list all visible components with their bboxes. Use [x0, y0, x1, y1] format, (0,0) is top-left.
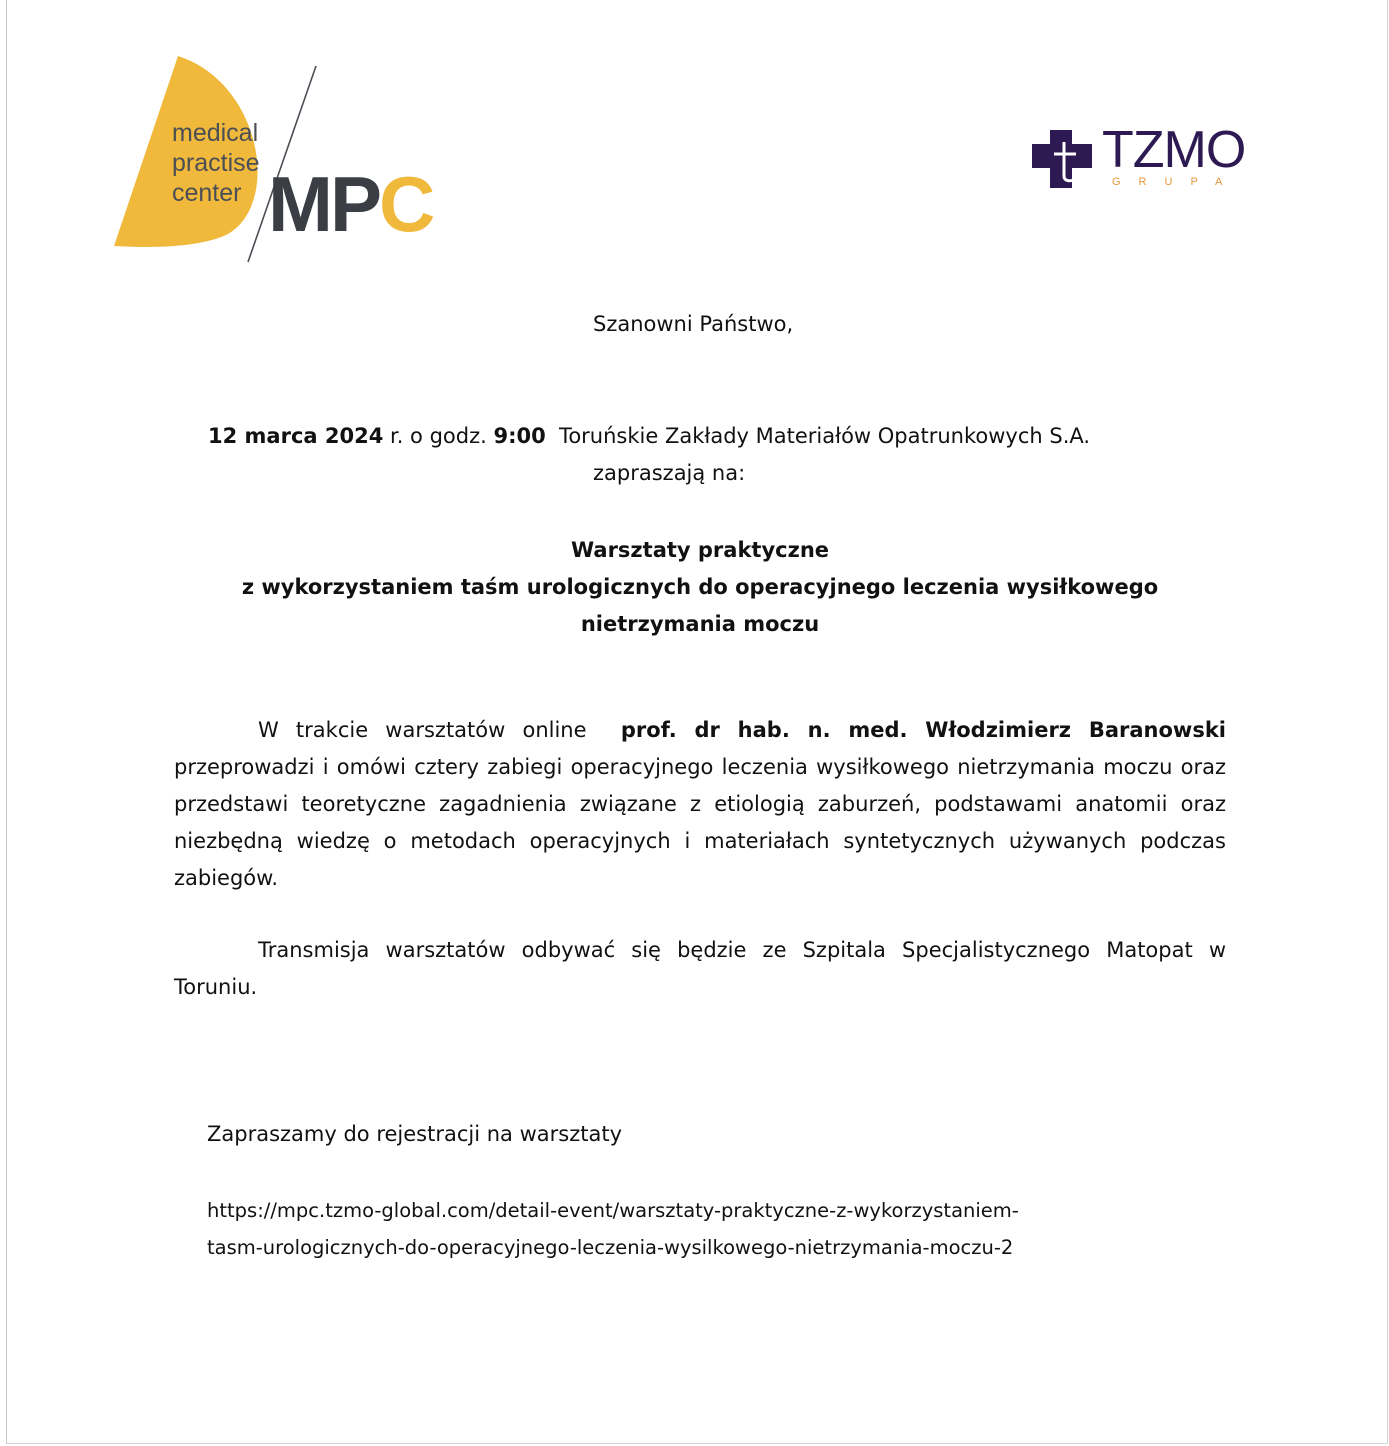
mpc-text-line1: medical — [172, 119, 259, 147]
mpc-text-line2: practise — [172, 149, 260, 177]
url-line1[interactable]: https://mpc.tzmo-global.com/detail-event/warsztaty-praktyczne-z-wykorzystaniem- — [207, 1199, 1019, 1222]
para1-rest: przeprowadzi i omówi cztery zabiegi operacyjnego leczenia wysiłkowego nietrzymania moczu oraz przedstawi teoretyczne zagadnienia związane z etiologią zaburzeń, podstawami anatomii oraz niezbędną wiedzę o metodach operacyjnych i materiałach syntetycznych używanych podczas zabiegów. — [174, 755, 1226, 890]
para1-start: W trakcie warsztatów online — [258, 718, 621, 742]
title-line3: nietrzymania moczu — [580, 612, 820, 636]
event-date: 12 marca 2024 — [208, 424, 384, 448]
workshop-title — [150, 532, 1250, 643]
tzmo-logo — [1030, 120, 1260, 200]
registration-invite: Zapraszamy do rejestracji na warsztaty — [207, 1122, 623, 1146]
greeting: Szanowni Państwo, — [593, 312, 794, 336]
mpc-text-line3: center — [172, 179, 242, 207]
registration-link[interactable] — [207, 1192, 1207, 1266]
paragraph-description — [174, 712, 1226, 897]
title-line1: Warsztaty praktyczne — [570, 538, 830, 562]
date-line — [208, 424, 1090, 448]
speaker-name: prof. dr hab. n. med. Włodzimierz Baranowski — [620, 718, 1226, 742]
tzmo-name: TZMO — [1102, 121, 1246, 179]
tzmo-subtitle: GRUPA — [1112, 176, 1241, 188]
mpc-letters-accent: C — [379, 160, 433, 248]
organizer: Toruńskie Zakłady Materiałów Opatrunkowych S.A. — [545, 424, 1091, 448]
mpc-logo — [110, 52, 455, 267]
mpc-letters — [268, 160, 433, 248]
tzmo-cross-icon — [1030, 128, 1094, 190]
mpc-wordmark — [172, 118, 260, 208]
title-line2: z wykorzystaniem taśm urologicznych do operacyjnego leczenia wysiłkowego — [241, 575, 1159, 599]
url-line2[interactable]: tasm-urologicznych-do-operacyjnego-leczenia-wysilkowego-nietrzymania-moczu-2 — [207, 1236, 1014, 1259]
paragraph-transmission: Transmisja warsztatów odbywać się będzie ze Szpitala Specjalistycznego Matopat w Toruniu. — [174, 938, 1226, 999]
event-time: 9:00 — [493, 424, 546, 448]
date-connector: r. o godz. — [383, 424, 494, 448]
mpc-letters-dark: MP — [268, 160, 379, 248]
invite-line: zapraszają na: — [593, 461, 746, 485]
